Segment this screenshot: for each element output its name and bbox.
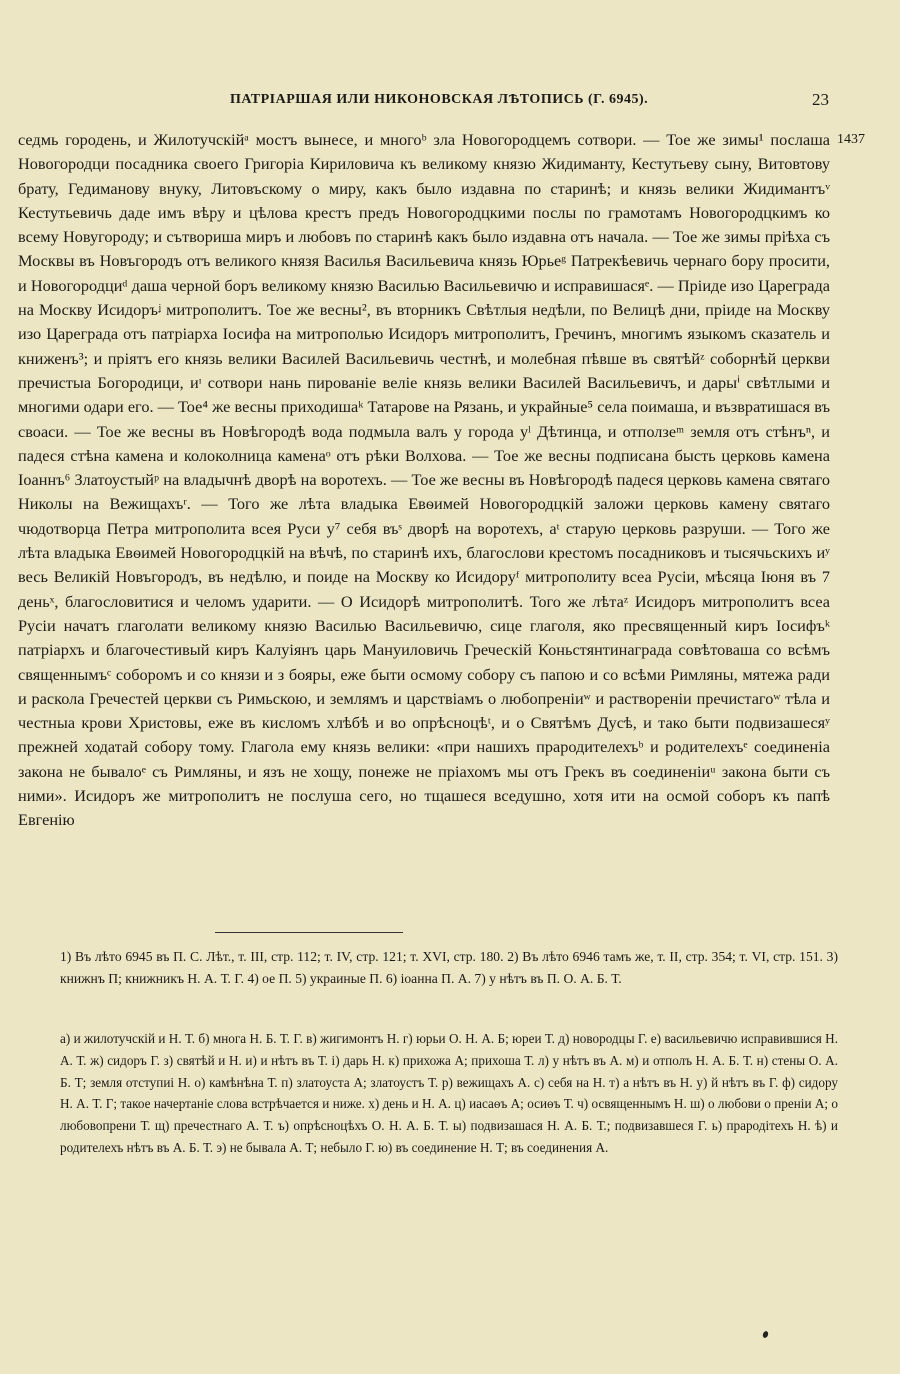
running-title: ПАТРІАРШАЯ ИЛИ НИКОНОВСКАЯ ЛѢТОПИСЬ (Г. 6945).: [230, 92, 649, 107]
page-header: [0, 90, 900, 114]
main-text: седмь городень, и Жилотучскійᵃ мостъ вынесе, и многоᵇ зла Новогородцемъ сотвори. — Тое же зимы¹ послаша Новогородци посадника своего Григоріа Кириловича къ великому князю Жидиманту, Кестутьеву сыну, Витовтову брату, Гедиманову внуку, Литовъскому о миру, какъ было издавна по старинѣ; и князь велики Жидимантъᵛ Кестутьевичь даде имъ вѣру и цѣлова крестъ предъ Новогородцкими послы по грамотамъ Новогородцкимъ ко всему Новугороду; и сътвориша миръ и любовъ по старинѣ какъ было издавна отъ начала. — Тое же зимы пріѣха съ Москвы въ Новъгородъ отъ великого князя Василья Васильевича князь Юрьеᵍ Патрекѣевичь чернаго бору просити, и Новогородциᵈ даша черной боръ великому князю Василью Васильевичю и исправишасяᵉ. — Пріиде изо Цареграда на Москву Исидоръᶨ митрополитъ. Тое же весны², въ вторникъ Свѣтлыя недѣли, по Велицѣ дни, пріиде на Москву изо Цареграда отъ патріарха Іосифа на митрополью Исидоръ митрополитъ, Гречинъ, многимъ языкомъ сказатель и книженъ³; и пріятъ его князь велики Василей Васильевичь честнѣ, и молебная пѣвше въ святѣйᶻ соборнѣй церкви пречистыа Богородици, иᶦ сотвори нань пированіе веліе князь велики Василей Васильевичъ, и дарыⁱ свѣтлыми и многими одари его. — Тое⁴ же весны приходишаᵏ Татарове на Рязань, и украйные⁵ села поимаша, и възвратишася въ своаси. — Тое же весны въ Новѣгородѣ вода подмыла валъ у города уˡ Дѣтинца, и отползеᵐ земля отъ стѣнъⁿ, и падеся стѣна камена и колоколница каменаᵒ отъ рѣки Волхова. — Тое же весны подписана бысть церковь камена Іоаннъ⁶ Златоустыйᵖ на владычнѣ дворѣ на воротехъ. — Тое же весны въ Новѣгородѣ падеся церковь камена святаго Николы на Вежищахъʳ. — Того же лѣта владыка Евѳимей Новогородцкій заложи церковь камену святаго чюдотворца Петра митрополита всея Руси у⁷ себя въˢ дворѣ на воротехъ, аᵗ старую церковь разруши. — Того же лѣта владыка Евѳимей Новогородцкій на вѣчѣ, по старинѣ ихъ, благослови крестомъ посадниковъ и тысячьскихъ иʸ весь Великій Новъгородъ, въ недѣлю, и поиде на Москву ко Исидоруᶠ митрополиту всеа Русіи, мѣсяца Іюня въ 7 деньˣ, благословитися и челомъ ударити. — О Исидорѣ митрополитѣ. Того же лѣтаᶻ Исидоръ митрополитъ всеа Русіи начатъ глаголати великому князю Василью Васильевичю, сице глаголя, яко пресвященный киръ Іосифъᵏ патріархъ и благочестивый киръ Калуіянъ царь Мануиловичь Греческій Коньстянтинаграда совѣтоваша со всѣмъ священнымъᶜ соборомъ и со князи и з бояры, еже быти осмому собору съ папою и со всѣми Римляны, мятежа ради и раскола Гречестей церкви съ Римьскою, и землямъ и царствіамъ о любопреніиʷ и раствореніи пречистагоʷ тѣла и честныа крови Христовы, еже въ кисломъ хлѣбѣ и во опрѣсноцѣᵗ, и о Святѣмъ Дусѣ, и тако быти подвизашесяʸ прежней ходатай собору тому. Глагола ему князь велики: «при нашихъ прародителехъᵇ и родителехъᵉ соединеніа закона не бывалоᵉ съ Римляны, и язъ не хощу, понеже не пріахомъ мы отъ Грекъ въ соединеніиᵘ закона быти съ ними». Исидоръ же митрополитъ не послуша сего, но тщашеся вседушно, хотя ити на осмой соборъ къ папѣ Евгенію: [18, 130, 830, 830]
margin-year: 1437: [837, 132, 865, 147]
lettered-footnotes: а) и жилотучскій и Н. Т. б) многа Н. Б. Т. Г. в) жигимонтъ Н. г) юрьи О. Н. А. Б; юреи Т. д) новородцы Г. е) васильевичю исправившися Н. А. Т. ж) сидоръ Г. з) святѣй и Н. и) и нѣтъ въ Т. і) дарь Н. к) прихожа А; прихоша Т. л) у нѣтъ въ А. м) и отполъ Н. А. Б. Т. н) стены О. А. Б. Т; земля отступиі Н. о) камѣнѣна Т. п) златоуста А; златоустъ Т. р) вежищахъ А. с) себя на Н. т) а нѣтъ въ Н. у) й нѣтъ въ Г. ф) сидору Н. А. Т. Г; такое начертаніе слова встрѣчается и ниже. х) день и Н. А. ц) иасаѳъ А; осиѳъ Т. ч) освященнымъ Н. ш) о любови о преніи А; о любовопрени Т. щ) пречестнаго А. Т. ъ) опрѣсноцѣхъ О. Н. А. Б. Т. ы) подвизашася Н. А. Б. Т.; подвизавшеся Г. ь) прародітехъ Н. ѣ) и родителехъ нѣтъ въ А. Б. Т. э) не бывала А. Т; небыло Г. ю) въ соединение Н. Т; въ соединения А.: [60, 1031, 838, 1155]
page-number: 23: [812, 90, 829, 109]
footnote-divider: [215, 932, 403, 933]
ink-spot: [762, 1330, 769, 1338]
numbered-footnotes: 1) Въ лѣто 6945 въ П. С. Лѣт., т. III, стр. 112; т. IV, стр. 121; т. XVI, стр. 180. 2) Въ лѣто 6946 тамъ же, т. II, стр. 354; т. VI, стр. 151. 3) книжнъ П; книжникъ Н. А. Т. Г. 4) ое П. 5) украиные П. 6) іоанна П. А. 7) у нѣтъ въ П. О. А. Б. Т.: [60, 949, 838, 986]
